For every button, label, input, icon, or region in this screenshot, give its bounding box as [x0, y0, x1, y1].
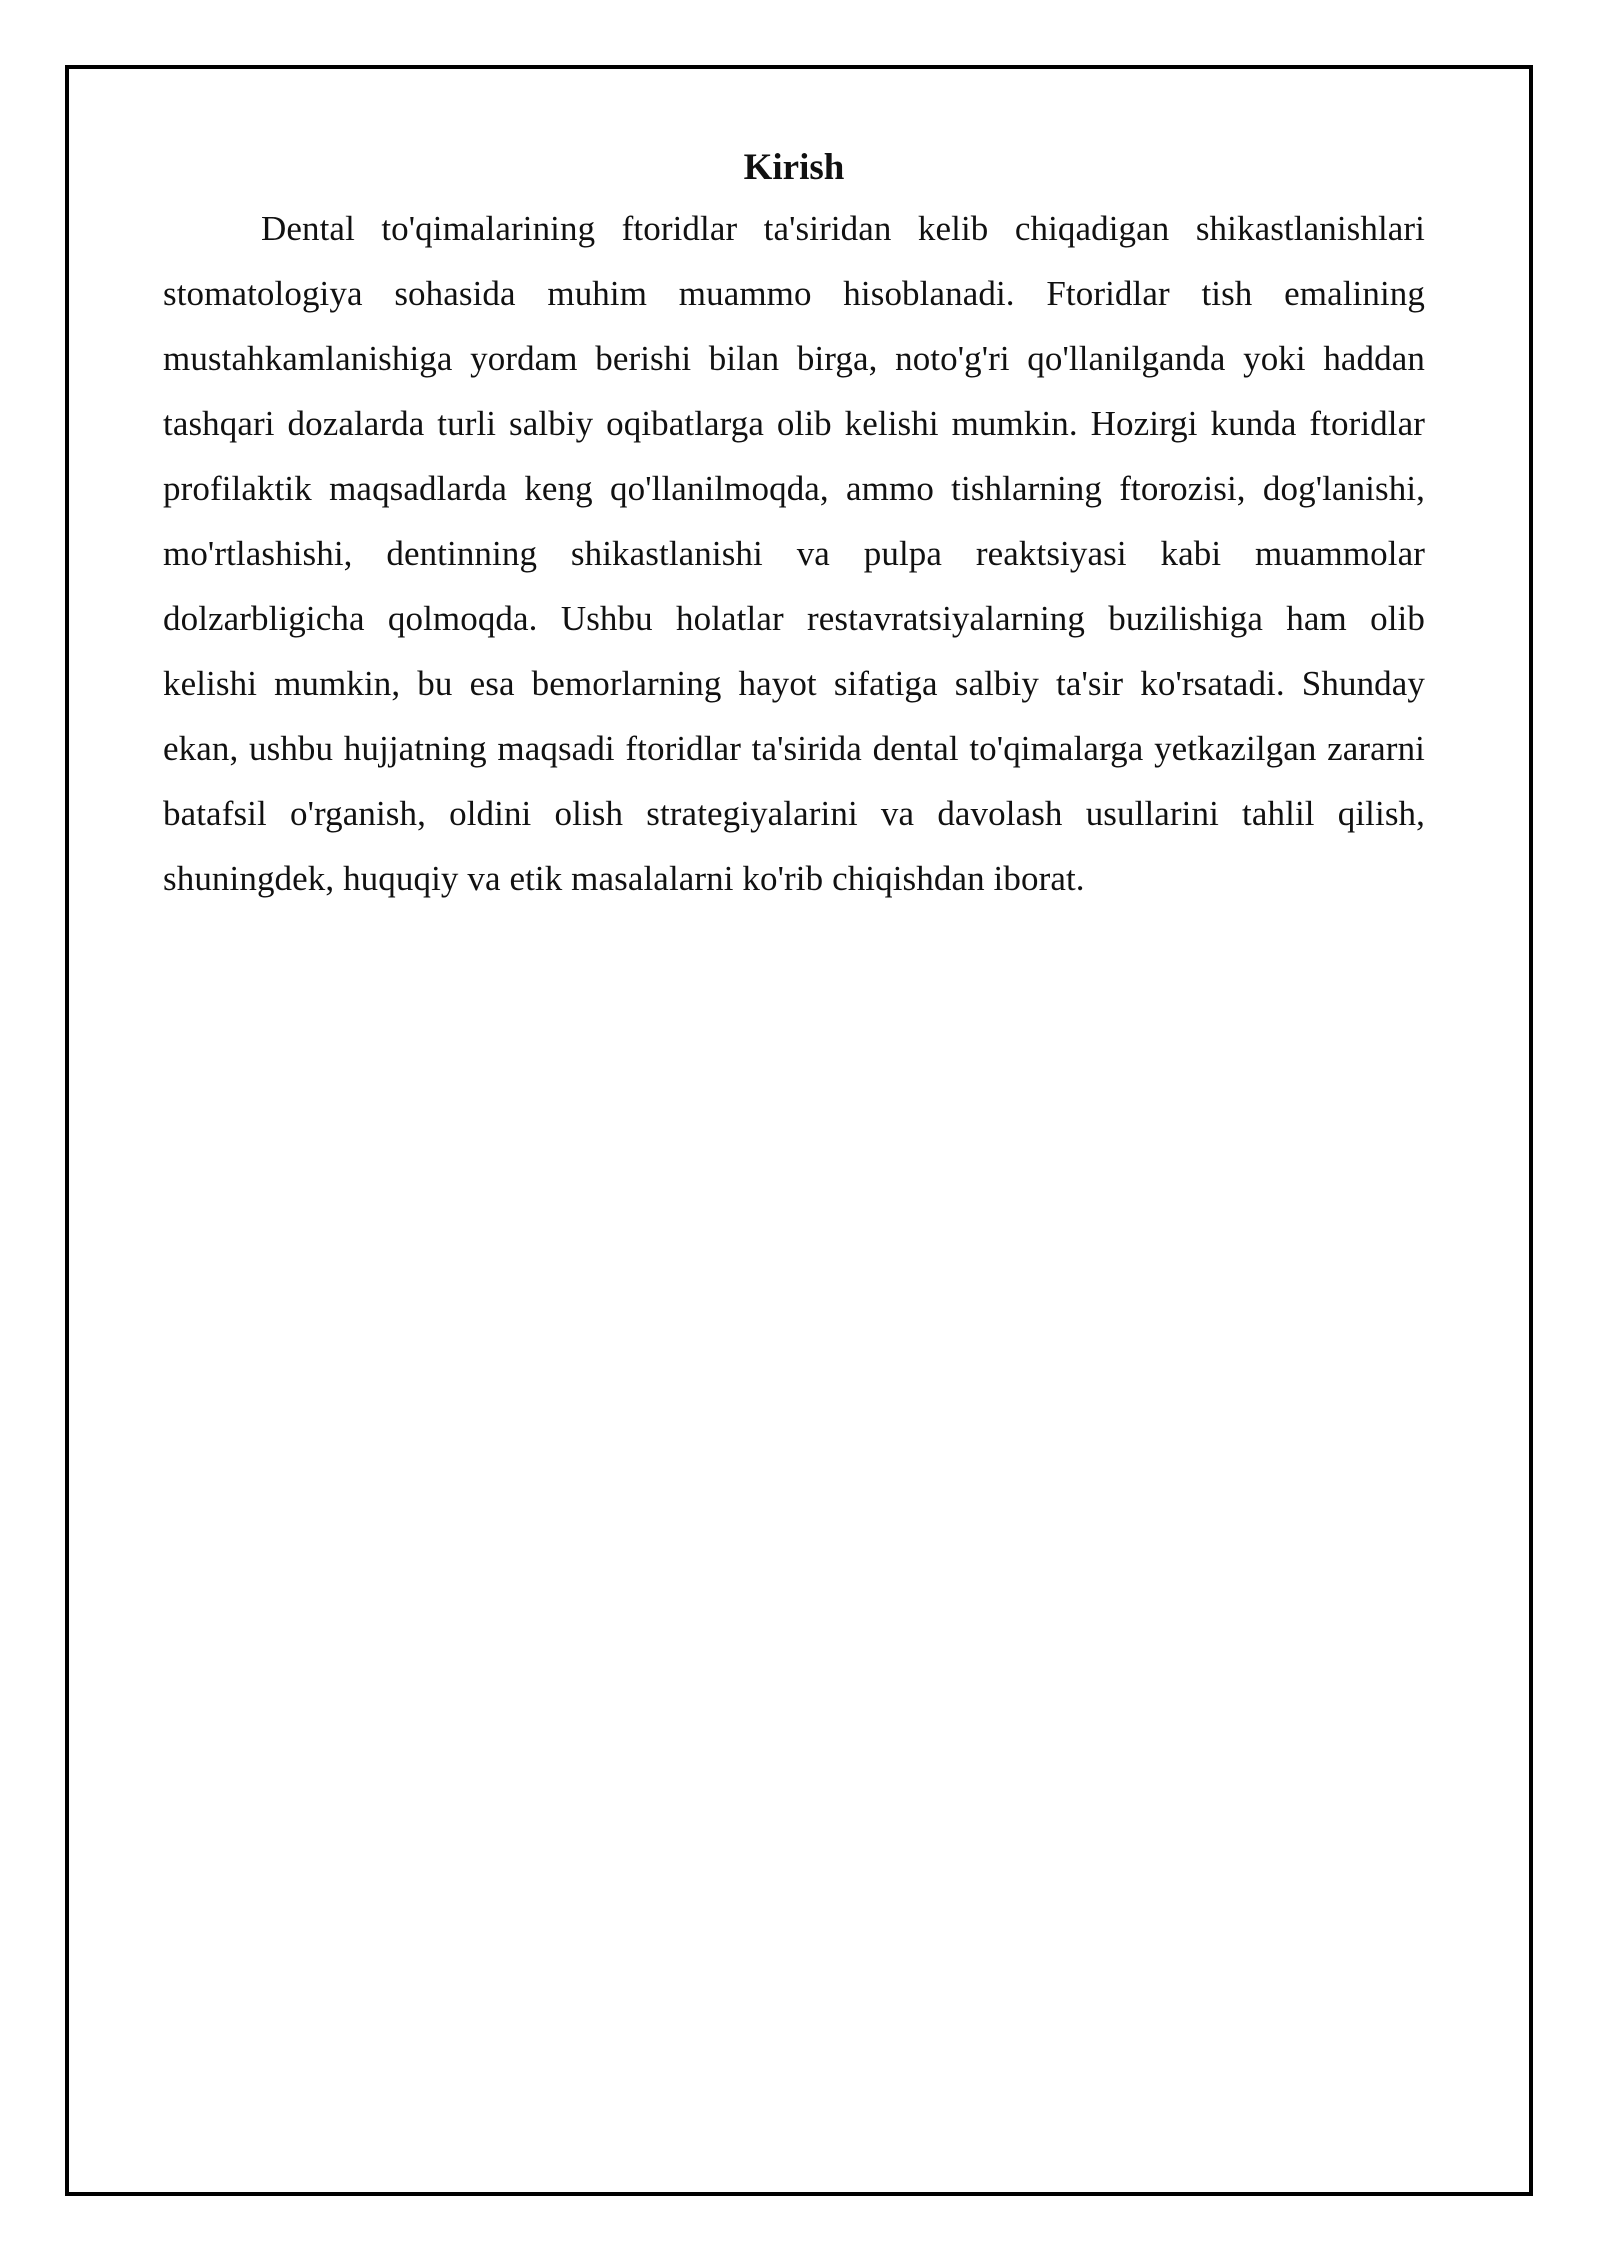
intro-paragraph: Dental to'qimalarining ftoridlar ta'siridan kelib chiqadigan shikastlanishlari stomatologiya sohasida muhim muammo hisoblanadi. Ftoridlar tish emalining mustahkamlanishiga yordam berishi bilan birga, noto'g'ri qo'llanilganda yoki haddan tashqari dozalarda turli salbiy oqibatlarga olib kelishi mumkin. Hozirgi kunda ftoridlar profilaktik maqsadlarda keng qo'llanilmoqda, ammo tishlarning ftorozisi, dog'lanishi, mo'rtlashishi, dentinning shikastlanishi va pulpa reaktsiyasi kabi muammolar dolzarbligicha qolmoqda. Ushbu holatlar restavratsiyalarning buzilishiga ham olib kelishi mumkin, bu esa bemorlarning hayot sifatiga salbiy ta'sir ko'rsatadi. Shunday ekan, ushbu hujjatning maqsadi ftoridlar ta'sirida dental to'qimalarga yetkazilgan zararni batafsil o'rganish, oldini olish strategiyalarini va davolash usullarini tahlil qilish, shuningdek, huquqiy va etik masalalarni ko'rib chiqishdan iborat.: [163, 209, 1425, 898]
section-heading: Kirish: [743, 147, 845, 188]
document-body: [163, 140, 1425, 911]
